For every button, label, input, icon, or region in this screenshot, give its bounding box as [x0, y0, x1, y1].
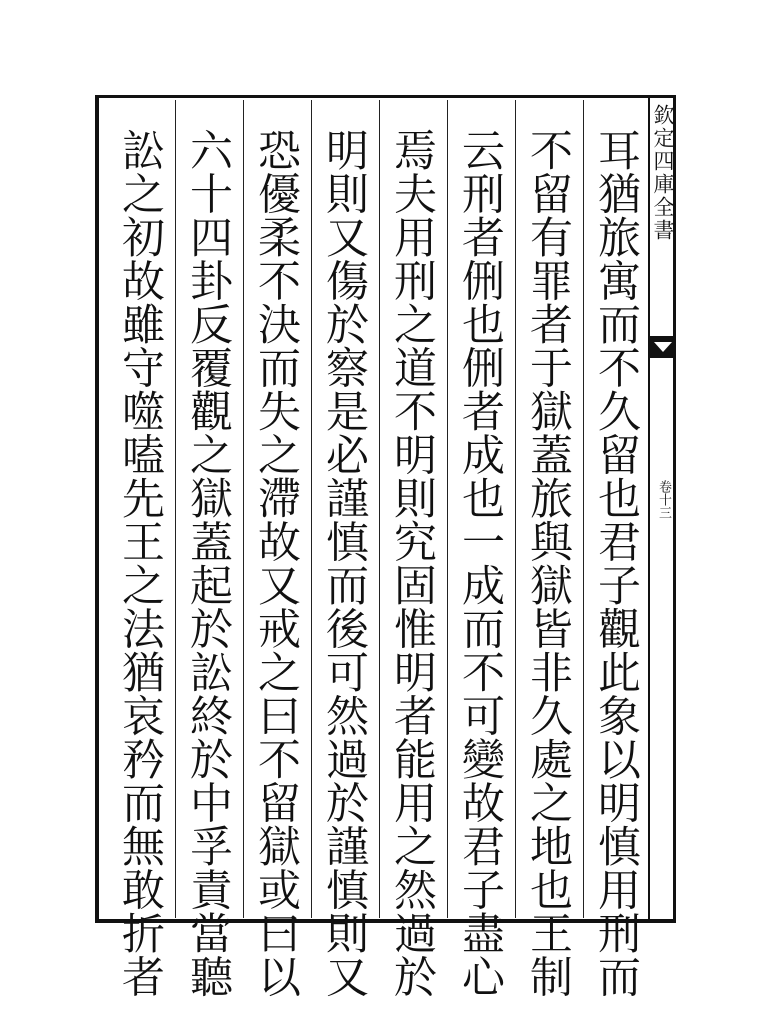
column-rule — [447, 100, 448, 918]
column-rule — [243, 100, 244, 918]
text-column: 云刑者侀也侀者成也一成而不可變故君子盡心 — [455, 128, 505, 998]
fish-tail-mark — [650, 336, 676, 358]
column-rule — [515, 100, 516, 918]
fold-title: 欽定四庫全書 — [651, 104, 675, 242]
column-rule — [379, 100, 380, 918]
column-rule — [583, 100, 584, 918]
text-column: 不留有罪者于獄蓋旅與獄皆非久處之地也王制 — [523, 128, 573, 998]
text-column: 焉夫用刑之道不明則究固惟明者能用之然過於 — [387, 128, 437, 998]
text-column: 耳猶旅寓而不久留也君子觀此象以明慎用刑而 — [591, 128, 641, 998]
text-column: 明則又傷於察是必謹慎而後可然過於謹慎則又 — [319, 128, 369, 998]
text-column: 六十四卦反覆觀之獄蓋起於訟終於中孚責當聽 — [183, 128, 233, 998]
text-column: 訟之初故雖守噬嗑先王之法猶哀矜而無敢折者 — [115, 128, 165, 998]
column-rule — [311, 100, 312, 918]
juan-number: 卷十三 — [656, 480, 671, 519]
column-rule — [175, 100, 176, 918]
text-column: 恐優柔不決而失之滯故又戒之曰不留獄或曰以 — [251, 128, 301, 998]
